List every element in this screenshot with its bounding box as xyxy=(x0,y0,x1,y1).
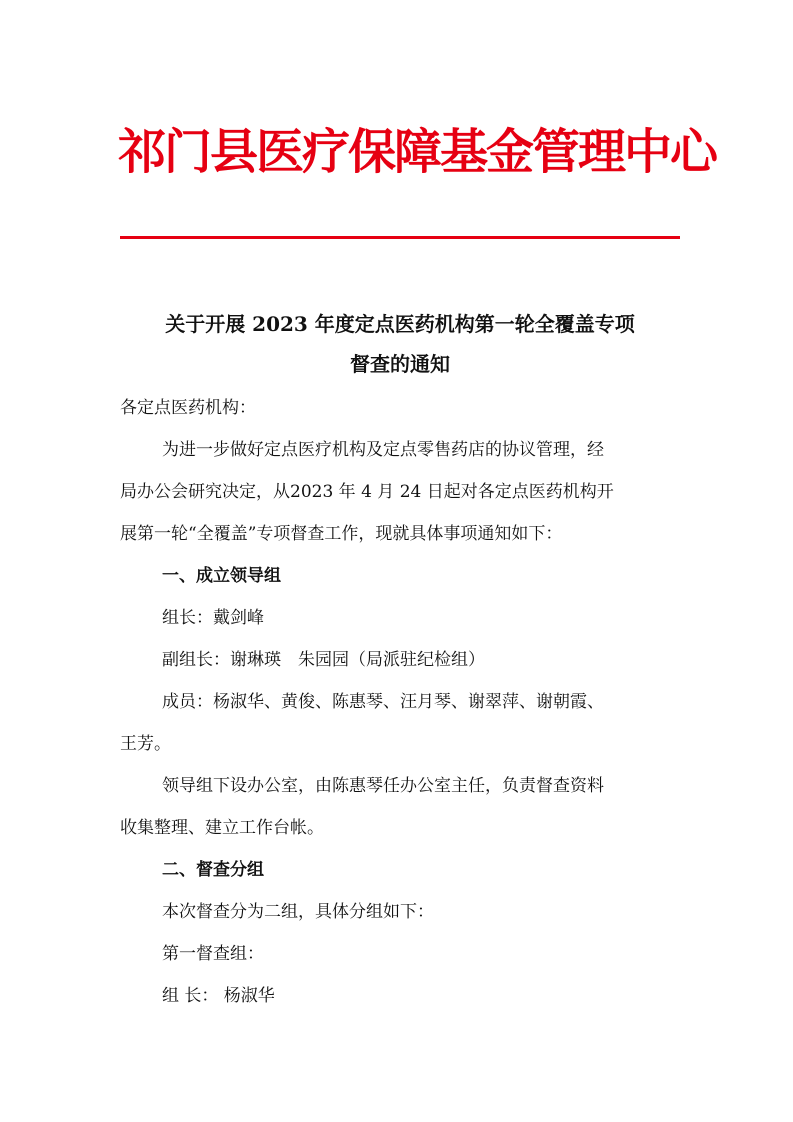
letterhead-title: 祁门县医疗保障基金管理中心 xyxy=(118,124,717,180)
section-heading-leadership-group: 一、成立领导组 xyxy=(162,566,281,586)
intro-paragraph-line-3: 展第一轮“全覆盖”专项督查工作，现就具体事项通知如下： xyxy=(120,524,563,544)
office-paragraph-line-2: 收集整理、建立工作台帐。 xyxy=(120,818,324,838)
group-1-title: 第一督查组： xyxy=(162,944,264,964)
section-heading-inspection-groups: 二、督查分组 xyxy=(162,860,264,880)
letterhead-red-rule xyxy=(120,236,680,239)
office-paragraph-line-1: 领导组下设办公室，由陈惠琴任办公室主任，负责督查资料 xyxy=(162,776,604,796)
members-line-1: 成员：杨淑华、黄俊、陈惠琴、汪月琴、谢翠萍、谢朝霞、 xyxy=(162,692,604,712)
group-1-leader: 组 长： 杨淑华 xyxy=(162,986,275,1006)
group-leader: 组长：戴剑峰 xyxy=(162,608,264,628)
document-title-line-1: 关于开展 2023 年度定点医药机构第一轮全覆盖专项 xyxy=(165,312,635,336)
document-title xyxy=(100,304,700,384)
intro-paragraph-line-1: 为进一步做好定点医疗机构及定点零售药店的协议管理，经 xyxy=(162,440,604,460)
members-line-2: 王芳。 xyxy=(120,734,171,754)
intro-paragraph-line-2: 局办公会研究决定，从2023 年 4 月 24 日起对各定点医药机构开 xyxy=(120,482,614,502)
salutation: 各定点医药机构： xyxy=(120,398,256,418)
deputy-group-leader: 副组长：谢琳瑛 朱园园（局派驻纪检组） xyxy=(162,650,485,670)
groups-intro: 本次督查分为二组，具体分组如下： xyxy=(162,902,434,922)
document-title-line-2: 督查的通知 xyxy=(350,352,450,376)
